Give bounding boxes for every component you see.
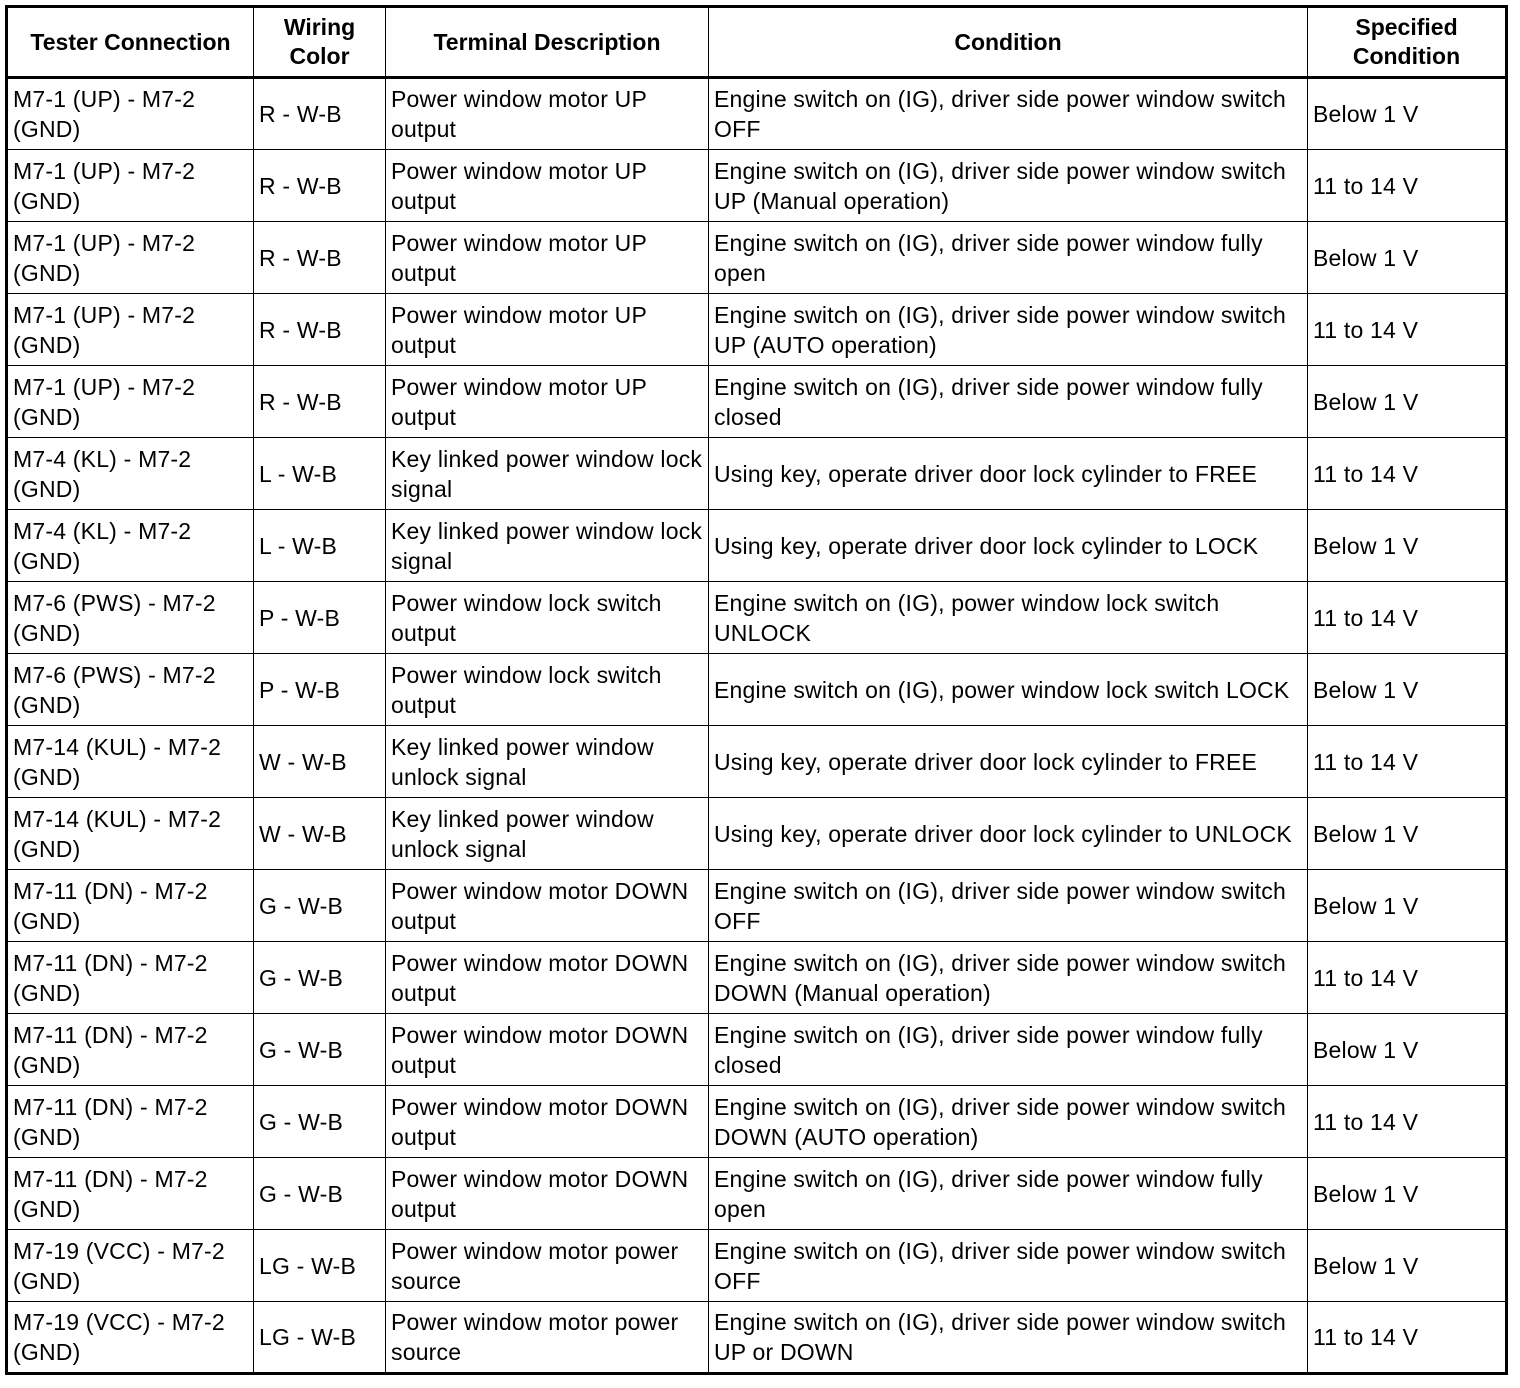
cell-specified-condition: 11 to 14 V (1308, 1086, 1507, 1158)
cell-condition: Engine switch on (IG), driver side power window switch DOWN (AUTO operation) (709, 1086, 1308, 1158)
table-row (7, 222, 1507, 294)
cell-tester-connection: M7-14 (KUL) - M7-2 (GND) (7, 726, 254, 798)
cell-specified-condition: Below 1 V (1308, 798, 1507, 870)
cell-specified-condition: Below 1 V (1308, 654, 1507, 726)
table-row (7, 654, 1507, 726)
cell-terminal-description: Power window motor UP output (386, 150, 709, 222)
cell-condition: Using key, operate driver door lock cylinder to FREE (709, 438, 1308, 510)
table-row (7, 1014, 1507, 1086)
cell-terminal-description: Power window lock switch output (386, 582, 709, 654)
cell-condition: Engine switch on (IG), power window lock switch LOCK (709, 654, 1308, 726)
table-row (7, 366, 1507, 438)
cell-wiring-color: L - W-B (254, 510, 386, 582)
cell-terminal-description: Power window motor power source (386, 1230, 709, 1302)
cell-tester-connection: M7-1 (UP) - M7-2 (GND) (7, 150, 254, 222)
cell-tester-connection: M7-1 (UP) - M7-2 (GND) (7, 366, 254, 438)
cell-terminal-description: Key linked power window unlock signal (386, 726, 709, 798)
cell-wiring-color: R - W-B (254, 150, 386, 222)
cell-tester-connection: M7-6 (PWS) - M7-2 (GND) (7, 582, 254, 654)
cell-terminal-description: Power window motor power source (386, 1302, 709, 1374)
cell-specified-condition: 11 to 14 V (1308, 726, 1507, 798)
cell-terminal-description: Power window motor UP output (386, 222, 709, 294)
cell-wiring-color: LG - W-B (254, 1230, 386, 1302)
cell-tester-connection: M7-6 (PWS) - M7-2 (GND) (7, 654, 254, 726)
table-row (7, 726, 1507, 798)
cell-tester-connection: M7-4 (KL) - M7-2 (GND) (7, 438, 254, 510)
table-row (7, 870, 1507, 942)
cell-tester-connection: M7-19 (VCC) - M7-2 (GND) (7, 1302, 254, 1374)
cell-wiring-color: G - W-B (254, 870, 386, 942)
cell-specified-condition: Below 1 V (1308, 1014, 1507, 1086)
table-row (7, 798, 1507, 870)
table-header-row (7, 7, 1507, 78)
header-specified-condition: Specified Condition (1308, 7, 1507, 78)
cell-condition: Engine switch on (IG), driver side power window fully closed (709, 1014, 1308, 1086)
cell-condition: Engine switch on (IG), driver side power window fully closed (709, 366, 1308, 438)
table-row (7, 942, 1507, 1014)
table-row (7, 1302, 1507, 1374)
table-row (7, 582, 1507, 654)
cell-terminal-description: Power window motor DOWN output (386, 870, 709, 942)
cell-wiring-color: W - W-B (254, 726, 386, 798)
cell-specified-condition: 11 to 14 V (1308, 942, 1507, 1014)
table-row (7, 510, 1507, 582)
cell-terminal-description: Power window motor DOWN output (386, 1158, 709, 1230)
table-row (7, 294, 1507, 366)
cell-tester-connection: M7-14 (KUL) - M7-2 (GND) (7, 798, 254, 870)
cell-wiring-color: R - W-B (254, 366, 386, 438)
terminal-spec-table (5, 5, 1508, 1375)
cell-condition: Engine switch on (IG), driver side power window switch UP (Manual operation) (709, 150, 1308, 222)
cell-terminal-description: Power window motor UP output (386, 294, 709, 366)
cell-terminal-description: Power window motor DOWN output (386, 1086, 709, 1158)
cell-condition: Engine switch on (IG), driver side power window switch OFF (709, 78, 1308, 150)
table-row (7, 1158, 1507, 1230)
cell-condition: Using key, operate driver door lock cylinder to FREE (709, 726, 1308, 798)
cell-wiring-color: G - W-B (254, 1086, 386, 1158)
cell-terminal-description: Power window motor DOWN output (386, 942, 709, 1014)
cell-wiring-color: LG - W-B (254, 1302, 386, 1374)
cell-wiring-color: P - W-B (254, 654, 386, 726)
cell-terminal-description: Power window motor UP output (386, 78, 709, 150)
cell-tester-connection: M7-1 (UP) - M7-2 (GND) (7, 222, 254, 294)
cell-wiring-color: R - W-B (254, 78, 386, 150)
table-body (7, 78, 1507, 1374)
cell-tester-connection: M7-1 (UP) - M7-2 (GND) (7, 294, 254, 366)
cell-wiring-color: P - W-B (254, 582, 386, 654)
cell-specified-condition: Below 1 V (1308, 1158, 1507, 1230)
cell-terminal-description: Power window lock switch output (386, 654, 709, 726)
cell-wiring-color: G - W-B (254, 1014, 386, 1086)
cell-condition: Engine switch on (IG), driver side power window switch DOWN (Manual operation) (709, 942, 1308, 1014)
cell-tester-connection: M7-11 (DN) - M7-2 (GND) (7, 870, 254, 942)
cell-condition: Engine switch on (IG), driver side power window fully open (709, 222, 1308, 294)
cell-tester-connection: M7-11 (DN) - M7-2 (GND) (7, 942, 254, 1014)
cell-specified-condition: Below 1 V (1308, 870, 1507, 942)
header-terminal-description: Terminal Description (386, 7, 709, 78)
cell-wiring-color: G - W-B (254, 1158, 386, 1230)
header-tester-connection: Tester Connection (7, 7, 254, 78)
cell-condition: Using key, operate driver door lock cylinder to LOCK (709, 510, 1308, 582)
header-wiring-color: Wiring Color (254, 7, 386, 78)
cell-tester-connection: M7-1 (UP) - M7-2 (GND) (7, 78, 254, 150)
cell-condition: Engine switch on (IG), driver side power window fully open (709, 1158, 1308, 1230)
cell-terminal-description: Key linked power window unlock signal (386, 798, 709, 870)
table-row (7, 150, 1507, 222)
cell-specified-condition: Below 1 V (1308, 1230, 1507, 1302)
cell-tester-connection: M7-4 (KL) - M7-2 (GND) (7, 510, 254, 582)
cell-condition: Engine switch on (IG), driver side power window switch OFF (709, 1230, 1308, 1302)
cell-condition: Engine switch on (IG), driver side power window switch UP or DOWN (709, 1302, 1308, 1374)
cell-specified-condition: 11 to 14 V (1308, 150, 1507, 222)
table-row (7, 1230, 1507, 1302)
cell-terminal-description: Power window motor DOWN output (386, 1014, 709, 1086)
cell-terminal-description: Key linked power window lock signal (386, 438, 709, 510)
cell-wiring-color: L - W-B (254, 438, 386, 510)
cell-tester-connection: M7-11 (DN) - M7-2 (GND) (7, 1086, 254, 1158)
cell-condition: Engine switch on (IG), power window lock switch UNLOCK (709, 582, 1308, 654)
cell-specified-condition: 11 to 14 V (1308, 1302, 1507, 1374)
table-row (7, 1086, 1507, 1158)
cell-tester-connection: M7-19 (VCC) - M7-2 (GND) (7, 1230, 254, 1302)
cell-terminal-description: Power window motor UP output (386, 366, 709, 438)
cell-wiring-color: G - W-B (254, 942, 386, 1014)
cell-condition: Engine switch on (IG), driver side power window switch OFF (709, 870, 1308, 942)
cell-wiring-color: R - W-B (254, 294, 386, 366)
cell-wiring-color: W - W-B (254, 798, 386, 870)
table-row (7, 438, 1507, 510)
cell-specified-condition: Below 1 V (1308, 222, 1507, 294)
table-row (7, 78, 1507, 150)
cell-tester-connection: M7-11 (DN) - M7-2 (GND) (7, 1014, 254, 1086)
cell-specified-condition: Below 1 V (1308, 78, 1507, 150)
cell-wiring-color: R - W-B (254, 222, 386, 294)
cell-specified-condition: Below 1 V (1308, 366, 1507, 438)
cell-condition: Engine switch on (IG), driver side power window switch UP (AUTO operation) (709, 294, 1308, 366)
header-condition: Condition (709, 7, 1308, 78)
cell-condition: Using key, operate driver door lock cylinder to UNLOCK (709, 798, 1308, 870)
cell-terminal-description: Key linked power window lock signal (386, 510, 709, 582)
cell-specified-condition: 11 to 14 V (1308, 582, 1507, 654)
cell-specified-condition: 11 to 14 V (1308, 438, 1507, 510)
cell-specified-condition: Below 1 V (1308, 510, 1507, 582)
cell-specified-condition: 11 to 14 V (1308, 294, 1507, 366)
cell-tester-connection: M7-11 (DN) - M7-2 (GND) (7, 1158, 254, 1230)
